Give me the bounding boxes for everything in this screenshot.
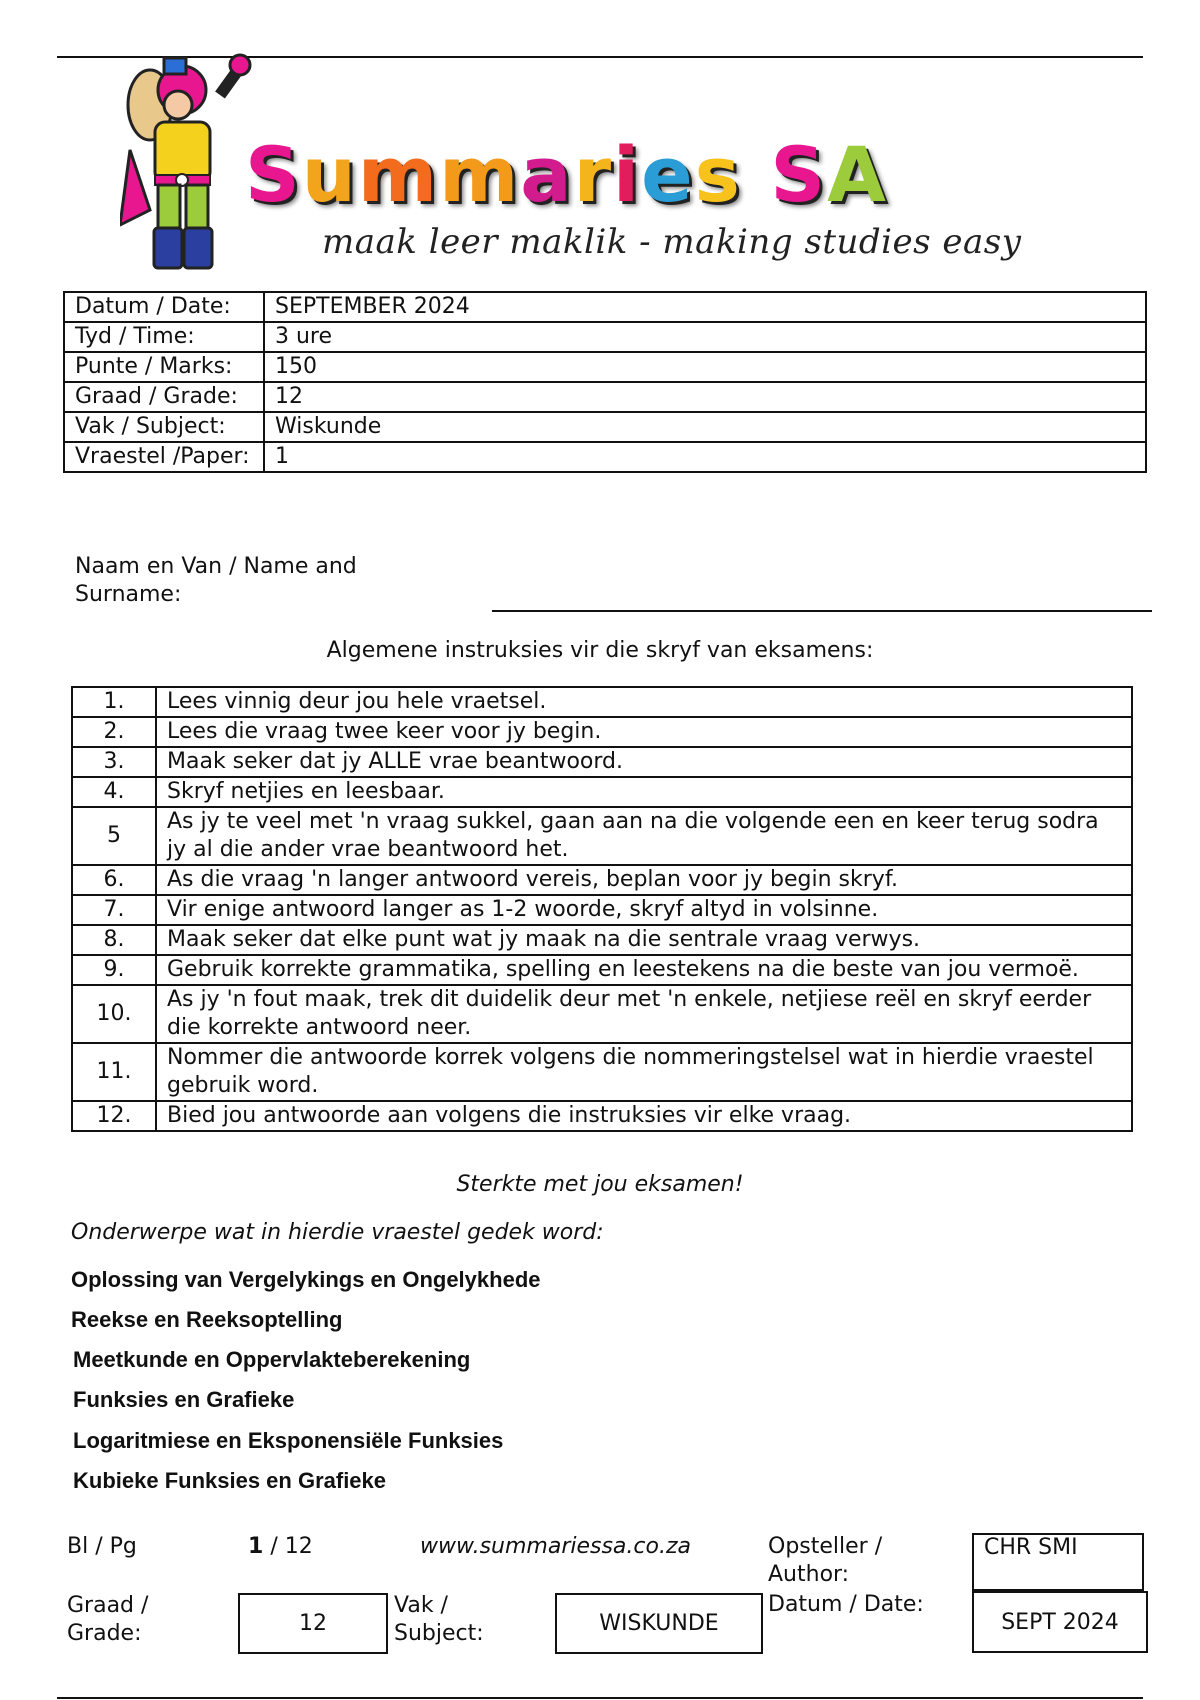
- instruction-row: [72, 895, 1132, 925]
- topic-item: Kubieke Funksies en Grafieke: [73, 1468, 387, 1493]
- name-label: Naam en Van / Name and Surname:: [75, 554, 357, 607]
- instruction-number: 12.: [72, 1101, 156, 1131]
- instruction-number: 10.: [72, 985, 156, 1043]
- instruction-row: [72, 717, 1132, 747]
- instruction-text: Nommer die antwoorde korrek volgens die nommeringstelsel wat in hierdie vraestel gebruik word.: [156, 1043, 1132, 1101]
- summaries-sa-logo: [120, 50, 1080, 280]
- brand-letter: m: [439, 130, 521, 219]
- instructions-title: Algemene instruksies vir die skryf van eksamens:: [326, 638, 874, 663]
- info-row-grade: Graad / Grade: 12: [64, 382, 1146, 412]
- topics-title: Onderwerpe wat in hierdie vraestel gedek word:: [71, 1220, 604, 1245]
- page-label: Bl / Pg: [67, 1534, 137, 1559]
- instruction-text: Maak seker dat elke punt wat jy maak na die sentrale vraag verwys.: [156, 925, 1132, 955]
- bottom-rule: [57, 1697, 1143, 1699]
- instruction-row: [72, 985, 1132, 1043]
- subject-label: Vak / Subject:: [394, 1593, 484, 1646]
- exam-info-table: [63, 291, 1147, 473]
- instruction-number: 8.: [72, 925, 156, 955]
- grade-label: Graad / Grade:: [67, 1593, 149, 1646]
- brand-letter: a: [520, 130, 574, 219]
- subject-value: WISKUNDE: [555, 1593, 763, 1654]
- brand-letter: i: [613, 130, 642, 219]
- instruction-number: 7.: [72, 895, 156, 925]
- brand-letter: u: [301, 130, 358, 219]
- date-label: Datum / Date:: [768, 1592, 924, 1617]
- instruction-text: Bied jou antwoorde aan volgens die instruksies vir elke vraag.: [156, 1101, 1132, 1131]
- info-row-paper: Vraestel /Paper: 1: [64, 442, 1146, 472]
- grade-value: 12: [238, 1593, 388, 1654]
- mascot-icon: [120, 50, 260, 280]
- instruction-row: [72, 807, 1132, 865]
- instruction-text: As die vraag 'n langer antwoord vereis, beplan voor jy begin skryf.: [156, 865, 1132, 895]
- instruction-row: [72, 687, 1132, 717]
- date-value: SEPT 2024: [972, 1591, 1148, 1653]
- brand-wordmark: [245, 130, 888, 219]
- brand-letter: A: [827, 130, 888, 219]
- name-write-line[interactable]: [492, 610, 1152, 612]
- good-luck-text: Sterkte met jou eksamen!: [456, 1172, 744, 1197]
- instruction-number: 2.: [72, 717, 156, 747]
- instruction-row: [72, 747, 1132, 777]
- info-row-marks: Punte / Marks: 150: [64, 352, 1146, 382]
- instruction-number: 3.: [72, 747, 156, 777]
- brand-letter: [742, 130, 770, 219]
- brand-letter: S: [245, 130, 302, 219]
- instruction-text: Lees vinnig deur jou hele vraetsel.: [156, 687, 1132, 717]
- topic-item: Logaritmiese en Eksponensiële Funksies: [73, 1428, 504, 1453]
- instruction-number: 6.: [72, 865, 156, 895]
- instruction-text: As jy 'n fout maak, trek dit duidelik deur met 'n enkele, netjiese reël en skryf eerder die korrekte antwoord neer.: [156, 985, 1132, 1043]
- instruction-row: [72, 865, 1132, 895]
- instruction-text: Lees die vraag twee keer voor jy begin.: [156, 717, 1132, 747]
- instruction-text: Maak seker dat jy ALLE vrae beantwoord.: [156, 747, 1132, 777]
- brand-letter: e: [641, 130, 695, 219]
- instruction-text: As jy te veel met 'n vraag sukkel, gaan aan na die volgende een en keer terug sodra jy al die ander vrae beantwoord het.: [156, 807, 1132, 865]
- instruction-text: Vir enige antwoord langer as 1-2 woorde, skryf altyd in volsinne.: [156, 895, 1132, 925]
- instruction-row: [72, 925, 1132, 955]
- instruction-number: 5: [72, 807, 156, 865]
- brand-tagline: maak leer maklik - making studies easy: [322, 222, 1022, 262]
- info-row-time: Tyd / Time: 3 ure: [64, 322, 1146, 352]
- author-label: Opsteller / Author:: [768, 1534, 883, 1587]
- instruction-text: Gebruik korrekte grammatika, spelling en leestekens na die beste van jou vermoë.: [156, 955, 1132, 985]
- info-row-date: Datum / Date: SEPTEMBER 2024: [64, 292, 1146, 322]
- author-value: CHR SMI: [972, 1533, 1144, 1591]
- topic-item: Reekse en Reeksoptelling: [71, 1307, 343, 1332]
- instruction-number: 4.: [72, 777, 156, 807]
- instruction-text: Skryf netjies en leesbaar.: [156, 777, 1132, 807]
- instructions-table: [71, 686, 1133, 1132]
- instruction-number: 9.: [72, 955, 156, 985]
- brand-letter: s: [694, 130, 742, 219]
- topic-item: Funksies en Grafieke: [73, 1387, 295, 1412]
- instruction-number: 11.: [72, 1043, 156, 1101]
- website-link[interactable]: www.summariessa.co.za: [420, 1534, 691, 1559]
- topic-item: Oplossing van Vergelykings en Ongelykhede: [71, 1267, 541, 1292]
- info-row-subject: Vak / Subject: Wiskunde: [64, 412, 1146, 442]
- page-current: 1: [248, 1534, 264, 1559]
- instruction-row: [72, 777, 1132, 807]
- topic-item: Meetkunde en Oppervlakteberekening: [73, 1347, 471, 1372]
- page-total: / 12: [270, 1534, 313, 1559]
- brand-letter: r: [573, 130, 614, 219]
- instruction-row: [72, 955, 1132, 985]
- brand-letter: m: [357, 130, 440, 219]
- instruction-row: [72, 1101, 1132, 1131]
- instruction-number: 1.: [72, 687, 156, 717]
- instruction-row: [72, 1043, 1132, 1101]
- brand-letter: S: [770, 130, 828, 219]
- page-number: [248, 1533, 313, 1561]
